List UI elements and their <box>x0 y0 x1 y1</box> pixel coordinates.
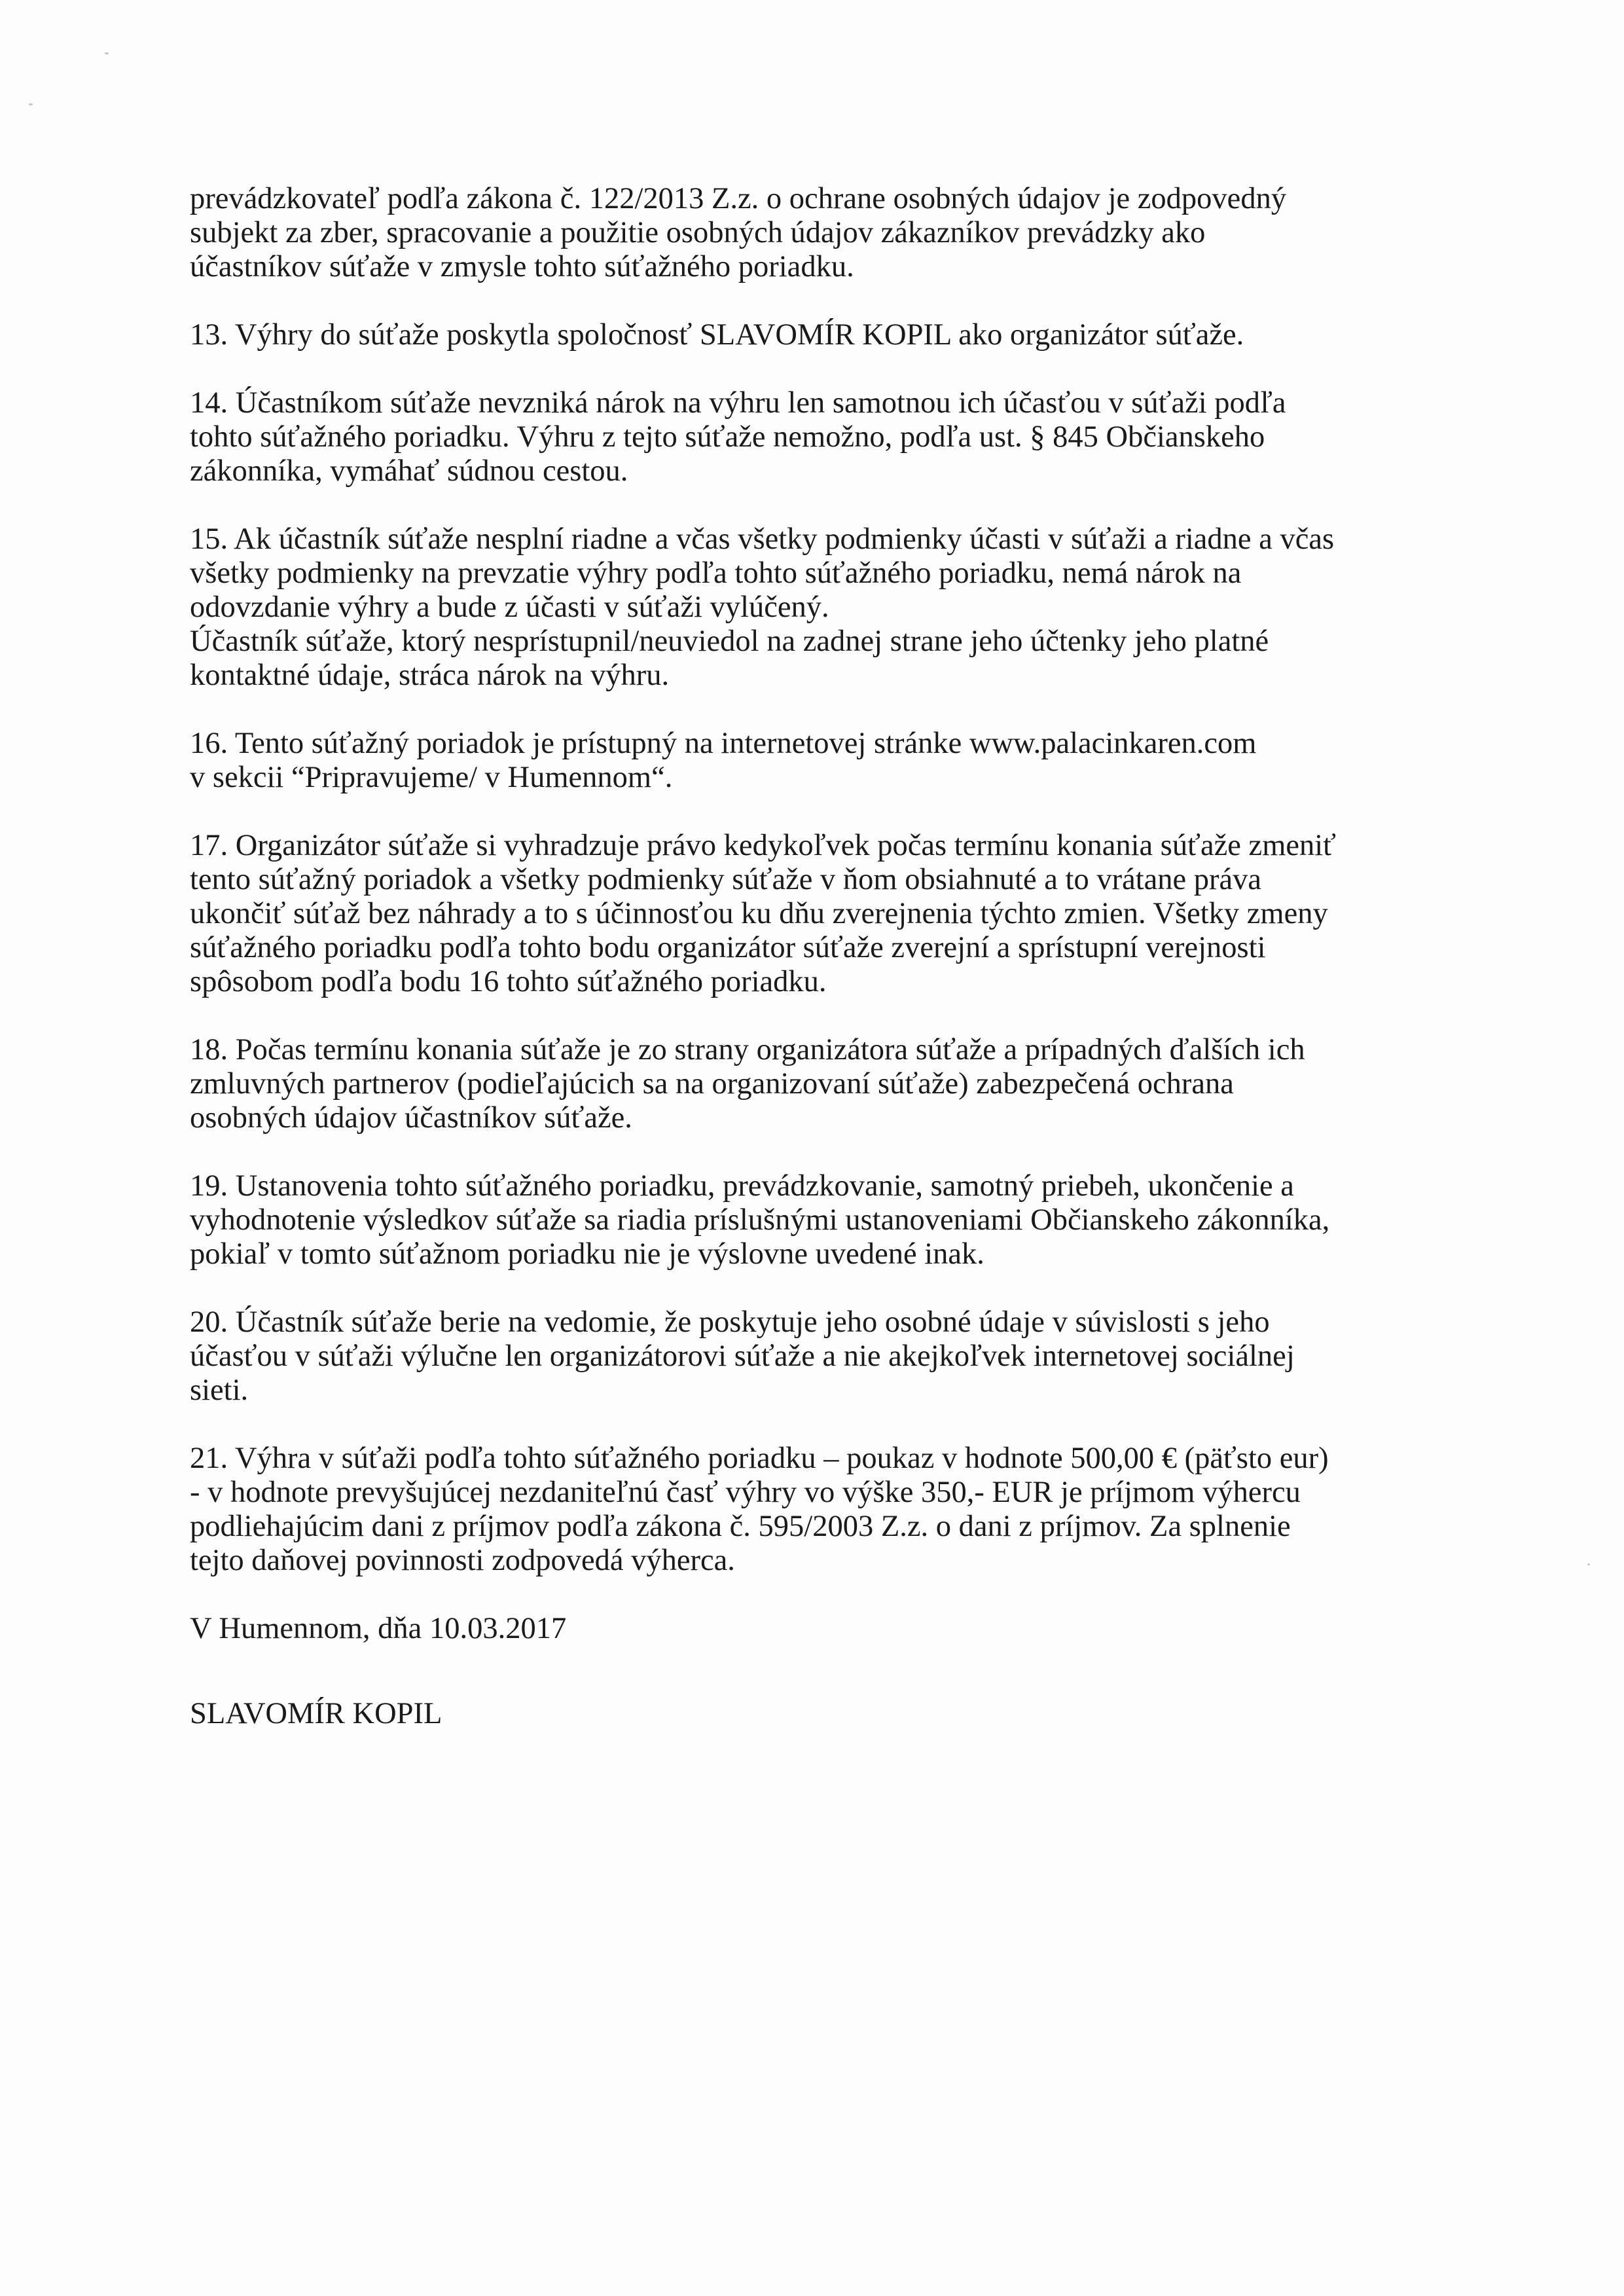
scan-speck <box>29 103 33 105</box>
text-line: kontaktné údaje, stráca nárok na výhru. <box>190 659 670 692</box>
place-date-text: V Humennom, dňa 10.03.2017 <box>190 1612 567 1645</box>
text-line: - v hodnote prevyšujúcej nezdaniteľnú časť výhry vo výške 350,- EUR je príjmom výhercu <box>190 1476 1301 1509</box>
text-line: 14. Účastníkom súťaže nevzniká nárok na výhru len samotnou ich účasťou v súťaži podľa <box>190 386 1286 420</box>
text-line: ukončiť súťaž bez náhrady a to s účinnosťou ku dňu zverejnenia týchto zmien. Všetky zmeny <box>190 897 1328 930</box>
paragraph-12-continued <box>190 182 1460 284</box>
text-line: účastníkov súťaže v zmysle tohto súťažného poriadku. <box>190 250 854 283</box>
text-line: podliehajúcim dani z príjmov podľa zákona č. 595/2003 Z.z. o dani z príjmov. Za splnenie <box>190 1510 1291 1543</box>
text-line: prevádzkovateľ podľa zákona č. 122/2013 Z.z. o ochrane osobných údajov je zodpovedný <box>190 182 1287 215</box>
paragraph-14 <box>190 386 1460 488</box>
signatory-name: SLAVOMÍR KOPIL <box>190 1697 442 1730</box>
text-line: Účastník súťaže, ktorý nesprístupnil/neuviedol na zadnej strane jeho účtenky jeho platné <box>190 625 1269 658</box>
text-line: 19. Ustanovenia tohto súťažného poriadku, prevádzkovanie, samotný priebeh, ukončenie a <box>190 1169 1294 1203</box>
text-line: 17. Organizátor súťaže si vyhradzuje právo kedykoľvek počas termínu konania súťaže zmeniť <box>190 829 1337 862</box>
text-line: 15. Ak účastník súťaže nesplní riadne a včas všetky podmienky účasti v súťaži a riadne a včas <box>190 522 1335 556</box>
text-line: spôsobom podľa bodu 16 tohto súťažného poriadku. <box>190 965 827 998</box>
text-line: osobných údajov účastníkov súťaže. <box>190 1101 632 1135</box>
text-line: subjekt za zber, spracovanie a použitie osobných údajov zákazníkov prevádzky ako <box>190 216 1206 249</box>
text-line: sieti. <box>190 1374 249 1407</box>
text-line: v sekcii “Pripravujeme/ v Humennom“. <box>190 761 673 794</box>
paragraph-17 <box>190 829 1460 999</box>
paragraph-15 <box>190 522 1460 693</box>
text-line: 13. Výhry do súťaže poskytla spoločnosť SLAVOMÍR KOPIL ako organizátor súťaže. <box>190 318 1244 352</box>
paragraph-13 <box>190 318 1460 352</box>
text-line: tejto daňovej povinnosti zodpovedá výherca. <box>190 1544 735 1577</box>
text-line: 20. Účastník súťaže berie na vedomie, že poskytuje jeho osobné údaje v súvislosti s jeho <box>190 1305 1270 1339</box>
text-line: 16. Tento súťažný poriadok je prístupný na internetovej stránke www.palacinkaren.com <box>190 727 1257 760</box>
text-line: 18. Počas termínu konania súťaže je zo strany organizátora súťaže a prípadných ďalších ich <box>190 1033 1305 1066</box>
text-line: vyhodnotenie výsledkov súťaže sa riadia príslušnými ustanoveniami Občianskeho zákonníka, <box>190 1203 1330 1237</box>
paragraph-20 <box>190 1305 1460 1408</box>
text-line: pokiaľ v tomto súťažnom poriadku nie je výslovne uvedené inak. <box>190 1237 984 1271</box>
document-body <box>190 182 1460 1731</box>
text-line: zákonníka, vymáhať súdnou cestou. <box>190 454 628 488</box>
paragraph-16 <box>190 727 1460 795</box>
text-line: tento súťažný poriadok a všetky podmienky súťaže v ňom obsiahnuté a to vrátane práva <box>190 863 1262 896</box>
paragraph-19 <box>190 1169 1460 1271</box>
scan-speck <box>105 52 109 54</box>
text-line: zmluvných partnerov (podieľajúcich sa na organizovaní súťaže) zabezpečená ochrana <box>190 1067 1234 1101</box>
place-and-date <box>190 1612 1460 1646</box>
paragraph-21 <box>190 1442 1460 1578</box>
text-line: odovzdanie výhry a bude z účasti v súťaži vylúčený. <box>190 591 829 624</box>
text-line: účasťou v súťaži výlučne len organizátorovi súťaže a nie akejkoľvek internetovej sociálnej <box>190 1339 1295 1373</box>
text-line: 21. Výhra v súťaži podľa tohto súťažného poriadku – poukaz v hodnote 500,00 € (päťsto eur) <box>190 1442 1329 1475</box>
text-line: tohto súťažného poriadku. Výhru z tejto súťaže nemožno, podľa ust. § 845 Občianskeho <box>190 420 1265 454</box>
text-line: súťažného poriadku podľa tohto bodu organizátor súťaže zverejní a sprístupní verejnosti <box>190 931 1266 964</box>
paragraph-18 <box>190 1033 1460 1135</box>
text-line: všetky podmienky na prevzatie výhry podľa tohto súťažného poriadku, nemá nárok na <box>190 556 1242 590</box>
scan-speck <box>1587 1563 1590 1565</box>
signature-block <box>190 1697 1460 1731</box>
